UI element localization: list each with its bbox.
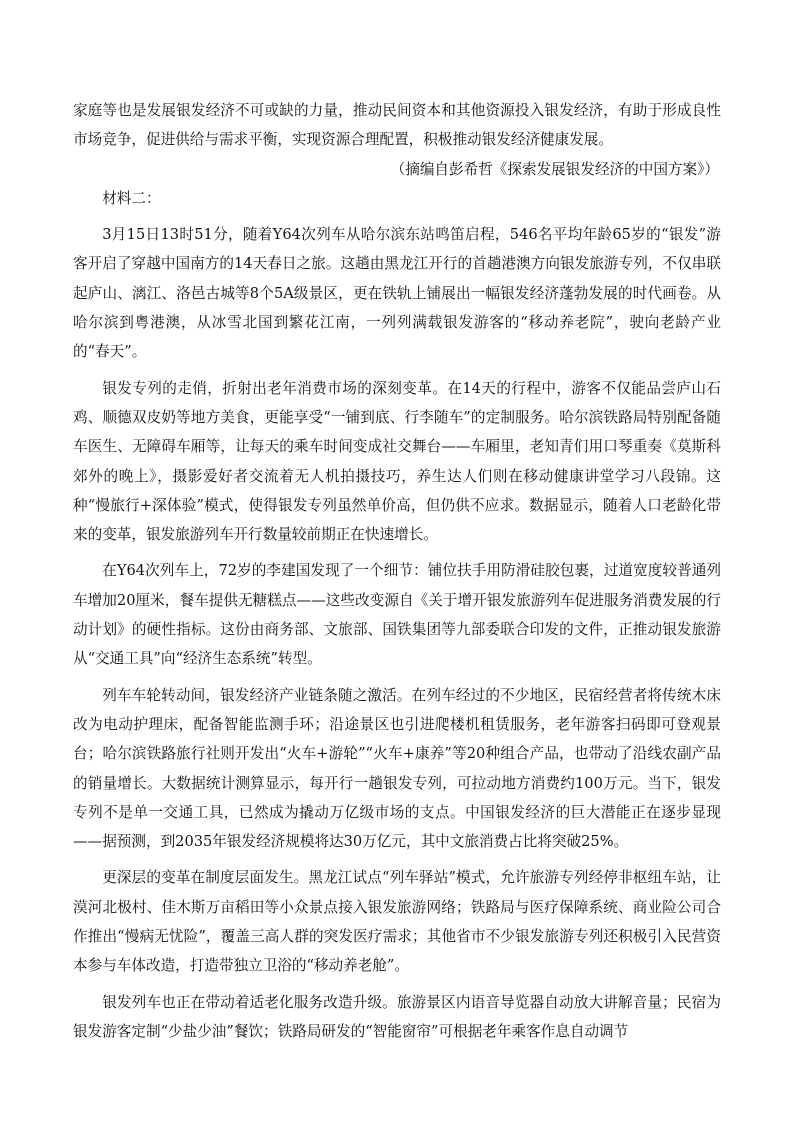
paragraph-industry-chain: 列车车轮转动间，银发经济产业链条随之激活。在列车经过的不少地区，民宿经营者将传统木床改为电动护理床，配备智能监测手环；沿途景区也引进爬楼机租赁服务，老年游客扫码即可登观景台；哈尔滨铁路旅行社则开发出“火车+游轮”“火车+康养”等20种组合产品，也带动了沿线农副产品的销量增长。大数据统计测算显示，每开行一趟银发专列，可拉动地方消费约100万元。当下，银发专列不是单一交通工具，已然成为撬动万亿级市场的支点。中国银发经济的巨大潜能正在逐步显现——据预测，到2035年银发经济规模将达30万亿元，其中文旅消费占比将突破25%。 (73, 686, 721, 851)
paragraph-consumer-market: 银发专列的走俏，折射出老年消费市场的深刻变革。在14天的行程中，游客不仅能品尝庐山石鸡、顺德双皮奶等地方美食，更能享受“一铺到底、行李随车”的定制服务。哈尔滨铁路局特别配备随车医生、无障碍车厢等，让每天的乘车时间变成社交舞台——车厢里，老知青们用口琴重奏《莫斯科郊外的晚上》，摄影爱好者交流着无人机拍摄技巧，养生达人们则在移动健康讲堂学习八段锦。这种“慢旅行+深体验”模式，使得银发专列虽然单价高，但仍供不应求。数据显示，随着人口老龄化带来的变革，银发旅游列车开行数量较前期正在快速增长。 (73, 379, 721, 544)
paragraph-train-details: 在Y64次列车上，72岁的李建国发现了一个细节：铺位扶手用防滑硅胶包裹，过道宽度较普通列车增加20厘米，餐车提供无糖糕点——这些改变源自《关于增开银发旅游列车促进服务消费发展的行动计划》的硬性指标。这份由商务部、文旅部、国铁集团等九部委联合印发的文件，正推动银发旅游从“交通工具”向“经济生态系统”转型。 (73, 562, 721, 668)
paragraph-continuation: 家庭等也是发展银发经济不可或缺的力量，推动民间资本和其他资源投入银发经济，有助于形成良性市场竞争，促进供给与需求平衡，实现资源合理配置，积极推动银发经济健康发展。 (73, 102, 721, 149)
section-heading-material-two: 材料二： (102, 189, 161, 207)
source-citation: （摘编自彭希哲《探索发展银发经济的中国方案》） (390, 160, 719, 178)
paragraph-service-upgrade: 银发列车也正在带动着适老化服务改造升级。旅游景区内语音导览器自动放大讲解音量；民宿为银发游客定制“少盐少油”餐饮；铁路局研发的“智能窗帘”可根据老年乘客作息自动调节 (73, 993, 721, 1040)
paragraph-institutional-change: 更深层的变革在制度层面发生。黑龙江试点“列车驿站”模式，允许旅游专列经停非枢纽车站，让漠河北极村、佳木斯万亩稻田等小众景点接入银发旅游网络；铁路局与医疗保障系统、商业险公司合作推出“慢病无忧险”，覆盖三高人群的突发医疗需求；其他省市不少银发旅游专列还积极引入民营资本参与车体改造，打造带独立卫浴的“移动养老舱”。 (73, 869, 721, 975)
paragraph-train-departure: 3月15日13时51分，随着Y64次列车从哈尔滨东站鸣笛启程，546名平均年龄65岁的“银发”游客开启了穿越中国南方的14天春日之旅。这趟由黑龙江开行的首趟港澳方向银发旅游专列，不仅串联起庐山、漓江、洛邑古城等8个5A级景区，更在铁轨上铺展出一幅银发经济蓬勃发展的时代画卷。从哈尔滨到粤港澳，从冰雪北国到繁花江南，一列列满载银发游客的“移动养老院”，驶向老龄产业的“春天”。 (73, 226, 721, 361)
document-page (73, 96, 721, 1046)
